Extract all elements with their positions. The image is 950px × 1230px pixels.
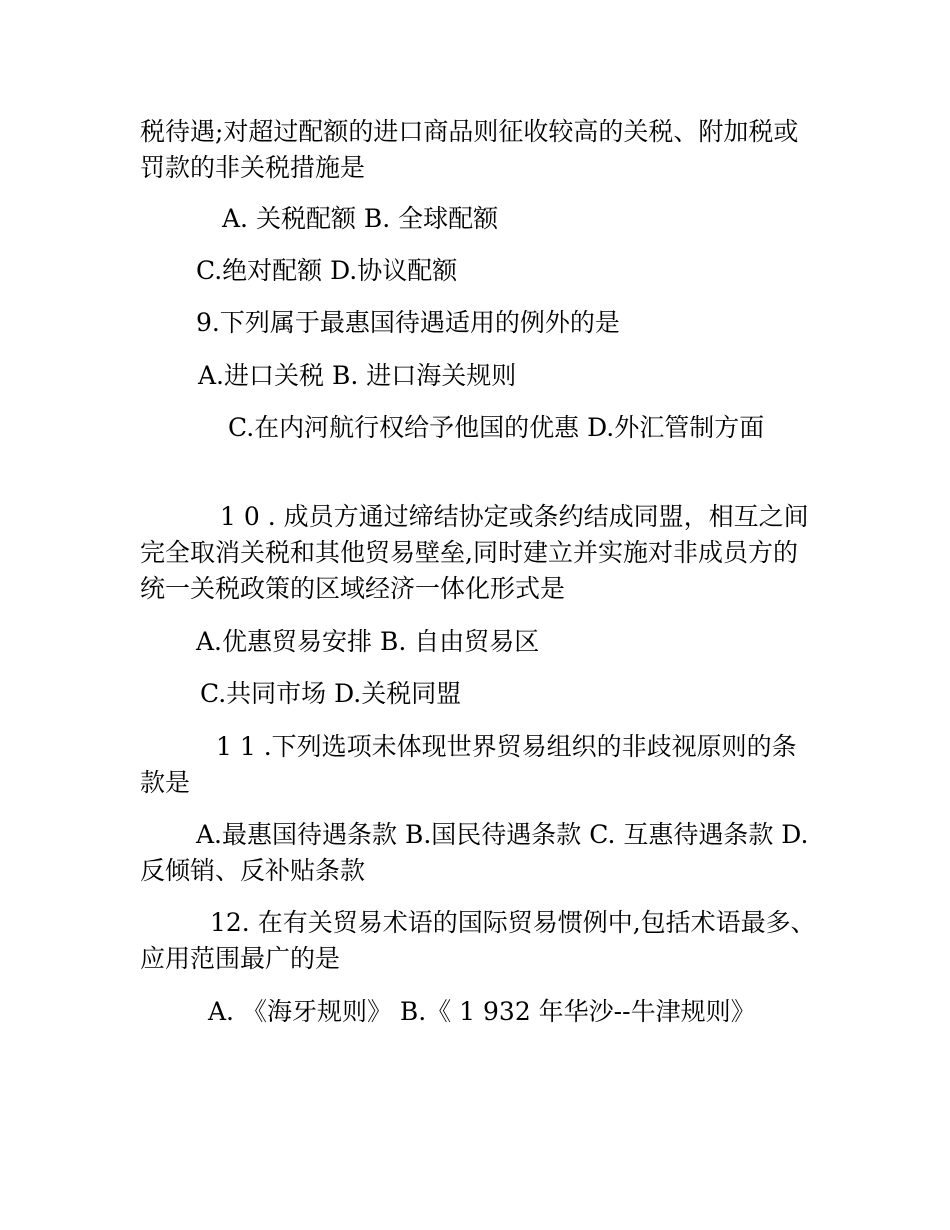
paragraph-q12-options-ab: A. 《海牙规则》 B.《 1 932 年华沙--牛津规则》 xyxy=(208,997,756,1026)
paragraph-q9-options-ab: A.进口关税 B. 进口海关规则 xyxy=(198,361,517,390)
paragraph-q8-options-ab: A. 关税配额 B. 全球配额 xyxy=(222,204,499,233)
paragraph-q10-options-cd: C.共同市场 D.关税同盟 xyxy=(200,679,462,708)
paragraph-q9-options-cd: C.在内河航行权给予他国的优惠 D.外汇管制方面 xyxy=(228,413,765,442)
paragraph-question-8-continued: 税待遇;对超过配额的进口商品则征收较高的关税、附加税或罚款的非关税措施是 xyxy=(140,117,799,182)
paragraph-q10-options-ab: A.优惠贸易安排 B. 自由贸易区 xyxy=(196,627,540,656)
paragraph-q11-options: A.最惠国待遇条款 B.国民待遇条款 C. 互惠待遇条款 D. 反倾销、反补贴条款 xyxy=(140,820,817,885)
paragraph-question-10: 1 0 . 成员方通过缔结协定或条约结成同盟，相互之间完全取消关税和其他贸易壁垒,同时建立并实施对非成员方的统一关税政策的区域经济一体化形式是 xyxy=(140,502,809,603)
paragraph-question-11: 1 1 .下列选项未体现世界贸易组织的非歧视原则的条款是 xyxy=(140,732,797,797)
paragraph-q8-options-cd: C.绝对配额 D.协议配额 xyxy=(196,256,458,285)
paragraph-question-12: 12. 在有关贸易术语的国际贸易惯例中,包括术语最多、应用范围最广的是 xyxy=(140,908,816,973)
paragraph-question-9: 9.下列属于最惠国待遇适用的例外的是 xyxy=(196,308,620,337)
